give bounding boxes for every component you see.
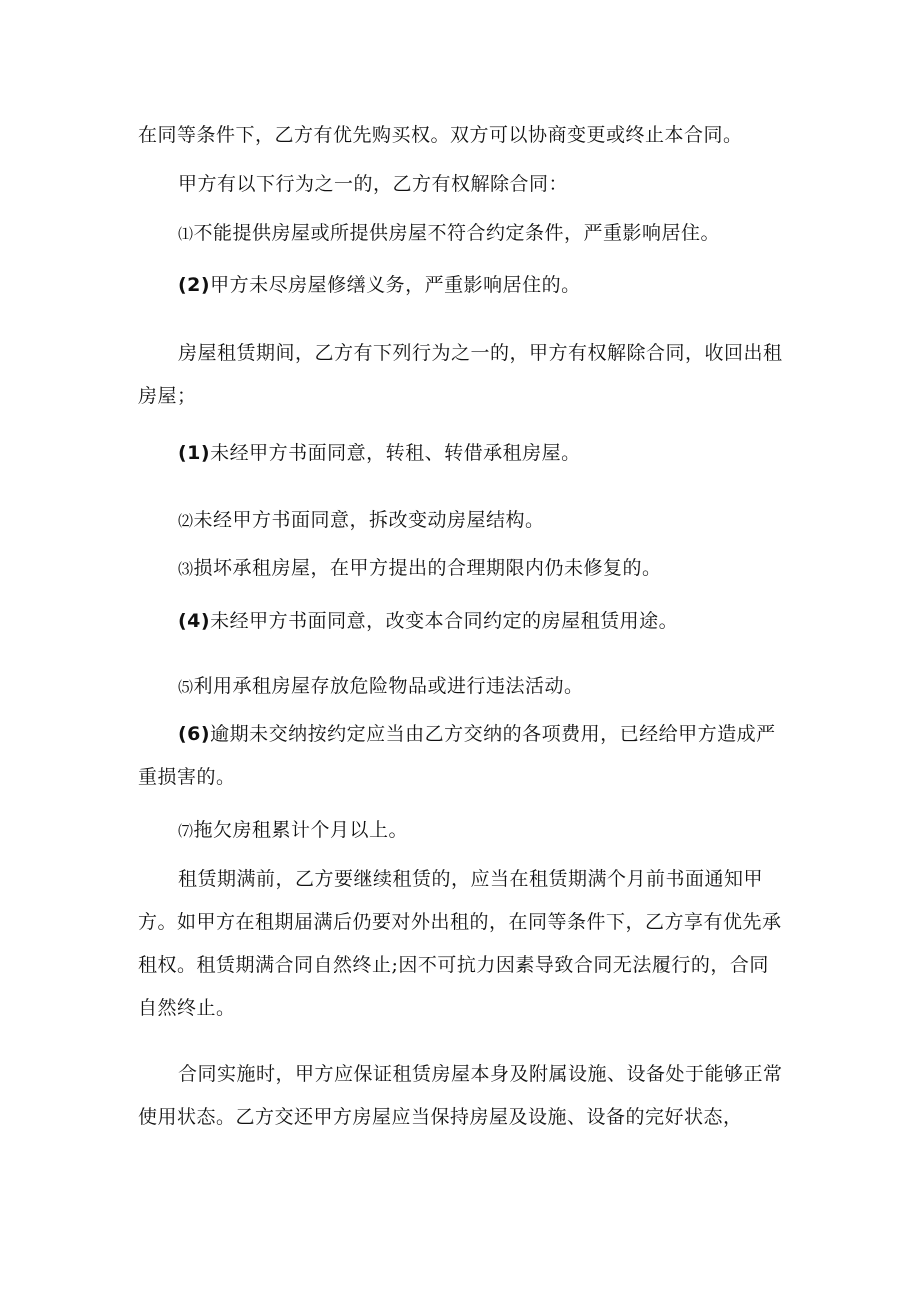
paragraph-lease-renewal: 租赁期满前，乙方要继续租赁的，应当在租赁期满个月前书面通知甲方。如甲方在租期届满后仍要对外出租的，在同等条件下，乙方享有优先承租权。租赁期满合同自然终止;因不可抗力因素导致合同无法履行的，合同自然终止。 — [138, 868, 782, 1019]
list-item-number: ⑵ — [178, 512, 194, 530]
list-item — [178, 499, 788, 543]
list-item-text: 未经甲方书面同意，转租、转借承租房屋。 — [210, 442, 581, 464]
list-item-number: (1) — [178, 442, 211, 464]
list-item-number: ⑸ — [178, 678, 194, 696]
list-item-text: 拖欠房租累计个月以上。 — [193, 819, 409, 841]
list-item — [178, 432, 788, 475]
list-item-number: (2) — [178, 274, 211, 296]
list-item-text: 利用承租房屋存放危险物品或进行违法活动。 — [193, 675, 584, 697]
list-item-text: 逾期未交纳按约定应当由乙方交纳的各项费用，已经给甲方造成严重损害的。 — [138, 723, 776, 788]
list-item — [178, 809, 788, 853]
list-item-text: 不能提供房屋或所提供房屋不符合约定条件，严重影响居住。 — [193, 222, 721, 244]
list-item-text: 未经甲方书面同意，拆改变动房屋结构。 — [193, 509, 545, 531]
list-item-number: (6) — [178, 723, 211, 745]
list-item-number: ⑴ — [178, 225, 194, 243]
list-item — [138, 713, 788, 799]
list-item-text: 未经甲方书面同意，改变本合同约定的房屋租赁用途。 — [210, 610, 679, 632]
paragraph-landlord-termination-intro: 房屋租赁期间，乙方有下列行为之一的，甲方有权解除合同，收回出租房屋； — [138, 342, 783, 407]
list-item-number: (4) — [178, 610, 211, 632]
list-item-number: ⑺ — [178, 822, 194, 840]
list-item — [178, 547, 788, 591]
list-item — [178, 212, 788, 256]
paragraph-tenant-termination-intro: 甲方有以下行为之一的，乙方有权解除合同： — [178, 173, 569, 195]
list-item-text: 甲方未尽房屋修缮义务，严重影响居住的。 — [210, 274, 581, 296]
paragraph-handover-condition: 合同实施时，甲方应保证租赁房屋本身及附属设施、设备处于能够正常使用状态。乙方交还甲方房屋应当保持房屋及设施、设备的完好状态， — [138, 1063, 783, 1128]
list-item-text: 损坏承租房屋，在甲方提出的合理期限内仍未修复的。 — [193, 557, 662, 579]
list-item-number: ⑶ — [178, 560, 194, 578]
list-item — [178, 264, 788, 307]
list-item — [178, 665, 788, 709]
paragraph-purchase-right: 在同等条件下，乙方有优先购买权。双方可以协商变更或终止本合同。 — [138, 124, 743, 146]
list-item — [178, 600, 788, 643]
